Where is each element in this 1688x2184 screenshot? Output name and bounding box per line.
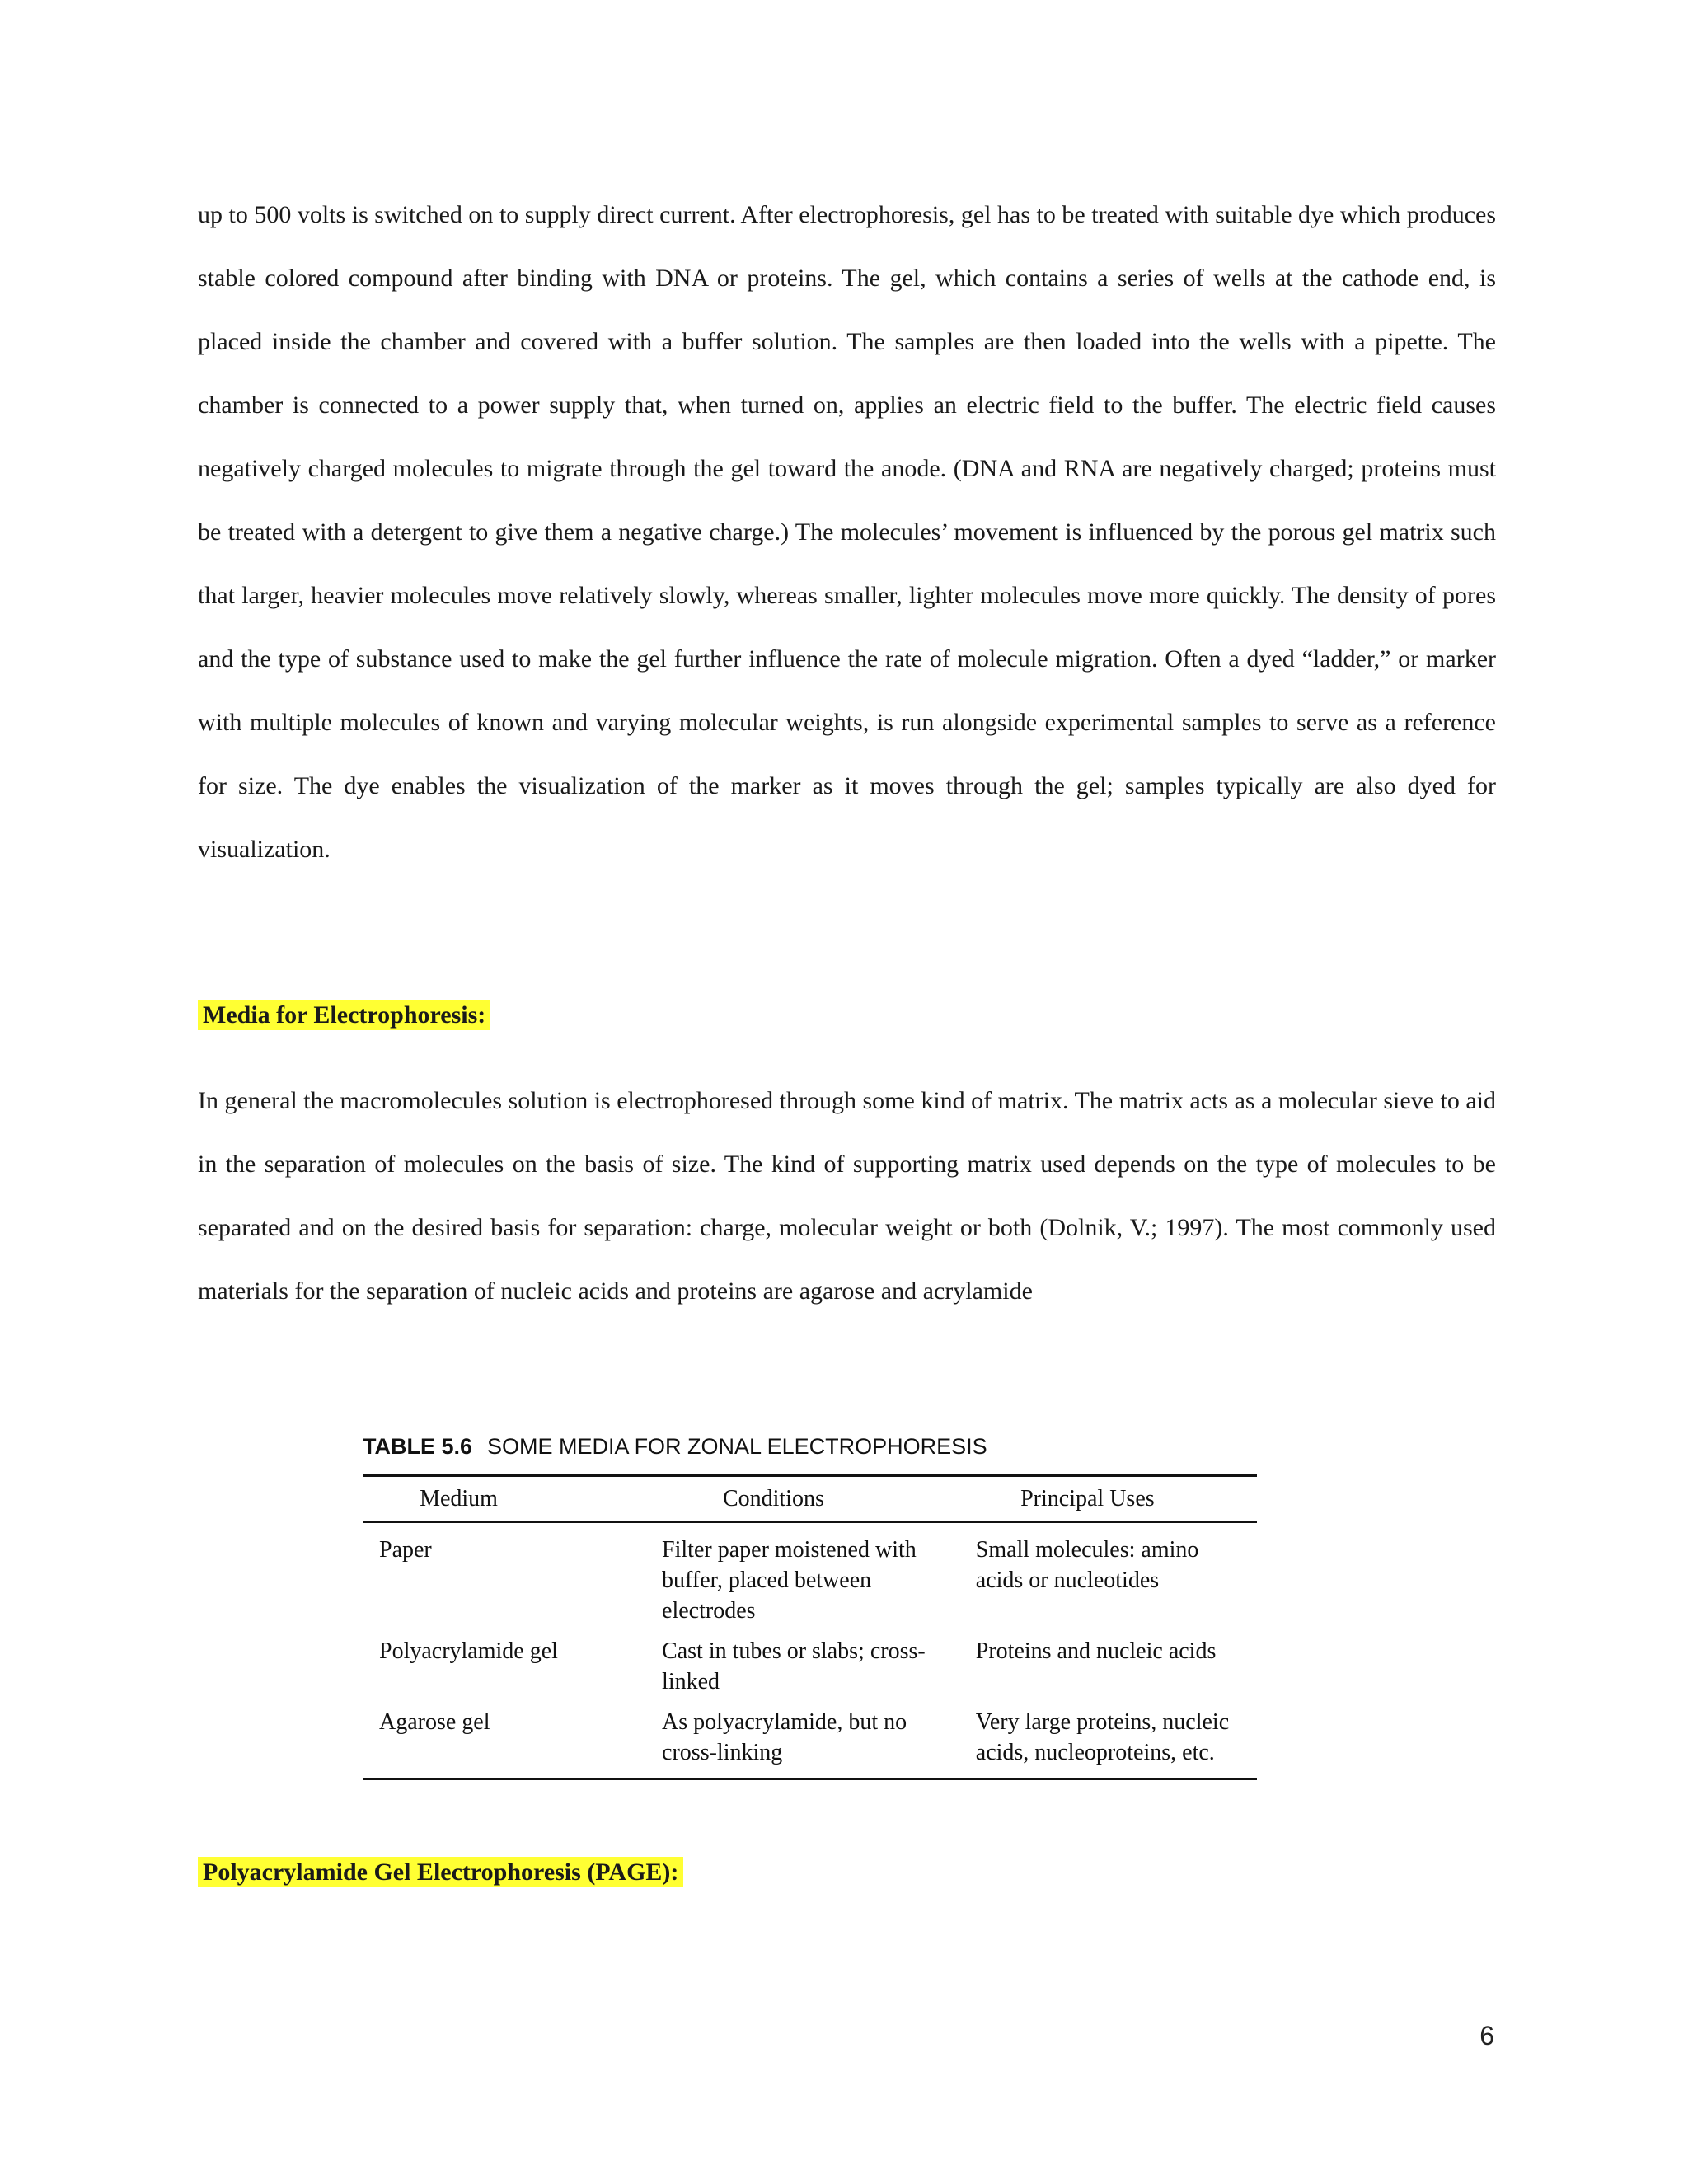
body-paragraph-electrophoresis-procedure: up to 500 volts is switched on to supply direct current. After electrophoresis, gel has to be treated with suitable dye which produces stable colored compound after binding with DNA or proteins. The gel, which contains a series of wells at the cathode end, is placed inside the chamber and covered with a buffer solution. The samples are then loaded into the wells with a pipette. The chamber is connected to a power supply that, when turned on, applies an electric field to the buffer. The electric field causes negatively charged molecules to migrate through the gel toward the anode. (DNA and RNA are negatively charged; proteins must be treated with a detergent to give them a negative charge.) The molecules’ movement is influenced by the porous gel matrix such that larger, heavier molecules move relatively slowly, whereas smaller, lighter molecules move more quickly. The density of pores and the type of substance used to make the gel further influence the rate of molecule migration. Often a dyed “ladder,” or marker with multiple molecules of known and varying molecular weights, is run alongside experimental samples to serve as a reference for size. The dye enables the visualization of the marker as it moves through the gel; samples typically are also dyed for visualization.	[198, 201, 1496, 863]
page-number: 6	[1479, 2021, 1494, 2050]
table-body	[363, 1522, 1257, 1779]
table-caption	[363, 1430, 1257, 1463]
cell-conditions: Filter paper moistened with buffer, placed between electrodes	[662, 1537, 917, 1624]
highlighted-heading-text: Media for Electrophoresis:	[198, 1000, 490, 1030]
media-table	[363, 1474, 1257, 1780]
cell-conditions: Cast in tubes or slabs; cross-linked	[662, 1638, 926, 1694]
header-conditions: Conditions	[645, 1476, 959, 1522]
table-header	[363, 1476, 1257, 1522]
table-row	[363, 1702, 1257, 1779]
cell-medium: Agarose gel	[363, 1702, 645, 1779]
cell-principal-uses: Proteins and nucleic acids	[975, 1638, 1217, 1664]
highlighted-heading-text: Polyacrylamide Gel Electrophoresis (PAGE):	[198, 1857, 683, 1887]
cell-principal-uses: Small molecules: amino acids or nucleotides	[975, 1537, 1199, 1593]
table-figure	[363, 1430, 1257, 1780]
section-heading-page	[198, 1856, 683, 1889]
table-row	[363, 1631, 1257, 1702]
body-paragraph-media: In general the macromolecules solution is electrophoresed through some kind of matrix. The matrix acts as a molecular sieve to aid in the separation of molecules on the basis of size. The kind of supporting matrix used depends on the type of molecules to be separated and on the desired basis for separation: charge, molecular weight or both (Dolnik, V.; 1997). The most commonly used materials for the separation of nucleic acids and proteins are agarose and acrylamide	[198, 1087, 1496, 1305]
cell-medium: Paper	[379, 1537, 432, 1563]
header-medium: Medium	[363, 1476, 645, 1522]
table-caption-number: TABLE 5.6	[363, 1434, 473, 1459]
section-heading-media	[198, 999, 490, 1032]
table-header-row	[363, 1476, 1257, 1522]
header-principal-uses: Principal Uses	[959, 1476, 1257, 1522]
cell-medium: Polyacrylamide gel	[379, 1638, 558, 1664]
table-caption-title: SOME MEDIA FOR ZONAL ELECTROPHORESIS	[487, 1434, 987, 1459]
table-row	[363, 1522, 1257, 1632]
cell-conditions: As polyacrylamide, but no cross-linking	[645, 1702, 959, 1779]
cell-principal-uses: Very large proteins, nucleic acids, nucleoproteins, etc.	[959, 1702, 1257, 1779]
